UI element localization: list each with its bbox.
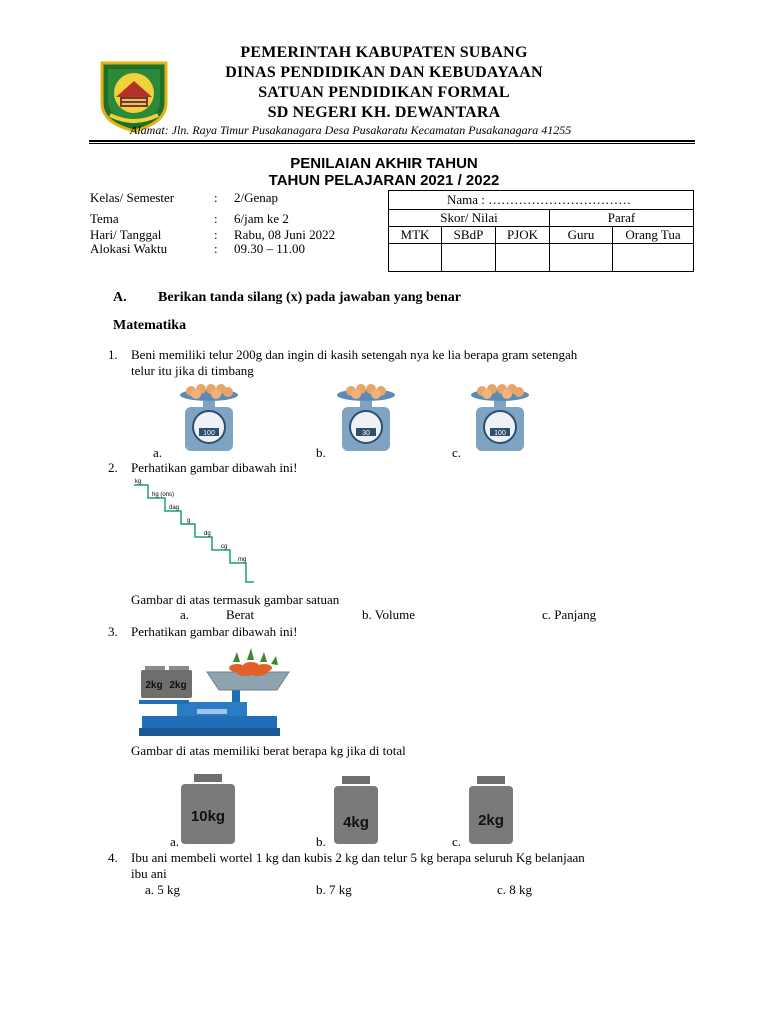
info-sep: :: [214, 227, 218, 242]
col-guru: Guru: [550, 227, 613, 244]
q3-text: Perhatikan gambar dibawah ini!: [131, 624, 298, 639]
unit-kg: kg: [135, 479, 142, 485]
weight-image-c: [467, 776, 515, 846]
cell-sbdp[interactable]: [442, 244, 496, 272]
weight-image-b: [332, 776, 380, 846]
q3-question: Gambar di atas memiliki berat berapa kg jika di total: [131, 743, 406, 758]
paraf-header: Paraf: [550, 210, 694, 227]
section-letter: A.: [113, 290, 127, 305]
weight-label-2: 2kg: [169, 680, 187, 691]
unit-dg: dg: [204, 531, 211, 537]
weight-answer-a: 10kg: [190, 808, 226, 825]
info-label-date: Hari/ Tanggal: [90, 227, 162, 242]
col-pjok: PJOK: [496, 227, 550, 244]
q4-number: 4.: [108, 850, 118, 865]
q4-option-c[interactable]: c. 8 kg: [497, 882, 533, 897]
weight-image-a: [179, 774, 237, 846]
weight-answer-c: 2kg: [478, 812, 504, 829]
section-instruction: Berikan tanda silang (x) pada jawaban yang benar: [158, 290, 462, 305]
cell-guru[interactable]: [550, 244, 613, 272]
exam-title: PENILAIAN AKHIR TAHUN: [290, 155, 478, 172]
student-name-field[interactable]: Nama : ……………………………: [389, 191, 694, 210]
q1-text: Beni memiliki telur 200g dan ingin di kasih setengah nya ke lia berapa gram setengah: [131, 347, 578, 362]
unit-cg: cg: [221, 544, 228, 550]
q2-number: 2.: [108, 460, 118, 475]
score-header: Skor/ Nilai: [389, 210, 550, 227]
header-department: DINAS PENDIDIKAN DAN KEBUDAYAAN: [225, 64, 543, 81]
info-label-class: Kelas/ Semester: [90, 190, 175, 205]
cell-orang-tua[interactable]: [613, 244, 694, 272]
weight-label-1: 2kg: [145, 680, 163, 691]
q4-option-a[interactable]: a. 5 kg: [145, 882, 181, 897]
unit-hg: hg (ons): [152, 492, 175, 498]
q1-number: 1.: [108, 347, 118, 362]
score-table: [388, 190, 694, 272]
header-divider: [89, 140, 695, 142]
q3-option-b[interactable]: b.: [316, 834, 326, 849]
scale-image-c: [467, 381, 533, 455]
info-value-theme: 6/jam ke 2: [234, 211, 289, 226]
scale-reading-b: 30: [362, 430, 370, 437]
q2-question: Gambar di atas termasuk gambar satuan: [131, 592, 340, 607]
unit-dag: dag: [169, 505, 180, 511]
info-sep: :: [214, 211, 218, 226]
q1-option-c[interactable]: c.: [452, 445, 462, 460]
info-value-class: 2/Genap: [234, 190, 279, 205]
scale-image-b: [333, 381, 399, 455]
unit-mg: mg: [238, 557, 247, 563]
header-government: PEMERINTAH KABUPATEN SUBANG: [240, 44, 528, 61]
col-mtk: MTK: [389, 227, 442, 244]
q1-option-b[interactable]: b.: [316, 445, 326, 460]
col-sbdp: SBdP: [442, 227, 496, 244]
unit-staircase-diagram: [132, 477, 264, 585]
q2-option-c[interactable]: c. Panjang: [542, 607, 597, 622]
subject-title: Matematika: [113, 318, 187, 333]
info-sep: :: [214, 190, 218, 205]
info-value-date: Rabu, 08 Juni 2022: [234, 227, 336, 242]
q3-number: 3.: [108, 624, 118, 639]
q3-option-a[interactable]: a.: [170, 834, 180, 849]
q2-option-a-letter[interactable]: a.: [180, 607, 190, 622]
q1-option-a[interactable]: a.: [153, 445, 163, 460]
balance-scale-image: [137, 646, 292, 738]
q2-option-a[interactable]: Berat: [226, 607, 255, 622]
q3-option-c[interactable]: c.: [452, 834, 462, 849]
scale-reading-a: 100: [203, 430, 215, 437]
info-value-time: 09.30 – 11.00: [234, 241, 306, 256]
q4-text-line2: ibu ani: [131, 866, 167, 881]
info-label-time: Alokasi Waktu: [90, 241, 168, 256]
school-address: Alamat: Jln. Raya Timur Pusakanagara Desa Pusakaratu Kecamatan Pusakanagara 41255: [130, 123, 572, 137]
info-sep: :: [214, 241, 218, 256]
exam-year: TAHUN PELAJARAN 2021 / 2022: [268, 172, 500, 189]
q2-text: Perhatikan gambar dibawah ini!: [131, 460, 298, 475]
scale-image-a: [176, 381, 242, 455]
q2-option-b[interactable]: b. Volume: [362, 607, 415, 622]
scale-reading-c: 100: [494, 430, 506, 437]
cell-pjok[interactable]: [496, 244, 550, 272]
q4-text: Ibu ani membeli wortel 1 kg dan kubis 2 kg dan telur 5 kg berapa seluruh Kg belanjaan: [131, 850, 585, 865]
unit-g: g: [187, 518, 191, 524]
header-unit: SATUAN PENDIDIKAN FORMAL: [258, 84, 510, 101]
weight-answer-b: 4kg: [343, 814, 369, 831]
q1-text-line2: telur itu jika di timbang: [131, 363, 254, 378]
info-label-theme: Tema: [90, 211, 119, 226]
cell-mtk[interactable]: [389, 244, 442, 272]
header-school: SD NEGERI KH. DEWANTARA: [267, 104, 501, 121]
q4-option-b[interactable]: b. 7 kg: [316, 882, 352, 897]
col-orang-tua: Orang Tua: [613, 227, 694, 244]
header-divider-thin: [89, 143, 695, 144]
